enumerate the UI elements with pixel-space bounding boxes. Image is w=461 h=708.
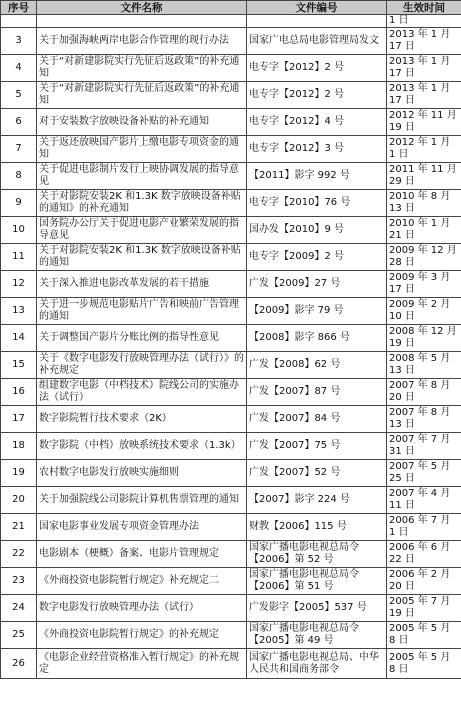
cell-date: 2006 年 2 月 20 日 [387, 568, 461, 595]
cell-no: 5 [1, 82, 37, 109]
cell-date: 2005 年 5 月 8 日 [387, 622, 461, 649]
cell-no: 26 [1, 649, 37, 679]
cell-title: 《电影企业经营资格准入暂行规定》的补充规定 [37, 649, 247, 679]
cell-docno: 国家广播电影电视总局令【2006】第 51 号 [247, 568, 387, 595]
cell-no: 23 [1, 568, 37, 595]
table-row [1, 82, 461, 109]
cell-docno: 国家广播电影电视总局令【2005】第 49 号 [247, 622, 387, 649]
cell-date: 2009 年 3 月 17 日 [387, 271, 461, 298]
table-row [1, 136, 461, 163]
cell-no: 13 [1, 298, 37, 325]
cell-no: 6 [1, 109, 37, 136]
cell-title: 《外商投资电影院暂行规定》补充规定二 [37, 568, 247, 595]
cell-docno: 电专字【2012】4 号 [247, 109, 387, 136]
table-row [1, 379, 461, 406]
cell-date: 2007 年 5 月 25 日 [387, 460, 461, 487]
cell-docno: 财教【2006】115 号 [247, 514, 387, 541]
cell-date: 1 日 [387, 15, 461, 28]
cell-no: 15 [1, 352, 37, 379]
cell-docno: 广发【2007】52 号 [247, 460, 387, 487]
cell-date: 2008 年 5 月 13 日 [387, 352, 461, 379]
cell-docno: 电专字【2012】2 号 [247, 82, 387, 109]
cell-title: 对于安装数字放映设备补贴的补充通知 [37, 109, 247, 136]
cell-title: 关于对影院安装2K 和1.3K 数字放映设备补贴的通知 [37, 244, 247, 271]
cell-docno: 国家广电总局电影管理局发文 [247, 28, 387, 55]
cell-docno: 国家广播电影电视总局、中华人民共和国商务部令 [247, 649, 387, 679]
cell-docno [247, 15, 387, 28]
cell-date: 2010 年 8 月 13 日 [387, 190, 461, 217]
table-row [1, 352, 461, 379]
table-row [1, 514, 461, 541]
cell-no: 16 [1, 379, 37, 406]
cell-docno: 【2008】影字 866 号 [247, 325, 387, 352]
cell-no: 11 [1, 244, 37, 271]
cell-title: 关于“对新建影院实行先征后返政策”的补充通知 [37, 82, 247, 109]
cell-date: 2013 年 1 月 17 日 [387, 28, 461, 55]
cell-title: 关于“对新建影院实行先征后返政策”的补充通知 [37, 55, 247, 82]
cell-title: 关于促进电影制片发行上映协调发展的指导意见 [37, 163, 247, 190]
cell-title [37, 15, 247, 28]
cell-docno: 电专字【2012】2 号 [247, 55, 387, 82]
cell-docno: 广发【2009】27 号 [247, 271, 387, 298]
cell-date: 2006 年 6 月 22 日 [387, 541, 461, 568]
cell-no: 7 [1, 136, 37, 163]
cell-docno: 国办发【2010】9 号 [247, 217, 387, 244]
cell-title: 关于加强院线公司影院计算机售票管理的通知 [37, 487, 247, 514]
cell-date: 2013 年 1 月 17 日 [387, 55, 461, 82]
table-row [1, 460, 461, 487]
cell-date: 2005 年 5 月 8 日 [387, 649, 461, 679]
cell-title: 关于进一步规范电影贴片广告和映前广告管理的通知 [37, 298, 247, 325]
cell-docno: 广发【2007】84 号 [247, 406, 387, 433]
table-row [1, 595, 461, 622]
cell-no: 20 [1, 487, 37, 514]
table-header-row [1, 1, 461, 15]
cell-date: 2007 年 8 月 20 日 [387, 379, 461, 406]
table-row [1, 190, 461, 217]
table-row [1, 487, 461, 514]
cell-no: 19 [1, 460, 37, 487]
cell-title: 关于加强海峡两岸电影合作管理的现行办法 [37, 28, 247, 55]
cell-no: 17 [1, 406, 37, 433]
cell-date: 2007 年 7 月 31 日 [387, 433, 461, 460]
cell-docno: 国家广播电影电视总局令【2006】第 52 号 [247, 541, 387, 568]
header-date: 生效时间 [387, 1, 461, 15]
cell-date: 2011 年 11 月 29 日 [387, 163, 461, 190]
table-row [1, 15, 461, 28]
cell-date: 2009 年 2 月 10 日 [387, 298, 461, 325]
table-row [1, 55, 461, 82]
cell-no: 24 [1, 595, 37, 622]
cell-no: 8 [1, 163, 37, 190]
header-title: 文件名称 [37, 1, 247, 15]
cell-docno: 广发【2007】75 号 [247, 433, 387, 460]
table-row [1, 298, 461, 325]
cell-date: 2007 年 4 月 11 日 [387, 487, 461, 514]
cell-no: 25 [1, 622, 37, 649]
cell-date: 2006 年 7 月 1 日 [387, 514, 461, 541]
cell-title: 关于调整国产影片分账比例的指导性意见 [37, 325, 247, 352]
cell-date: 2012 年 11 月 19 日 [387, 109, 461, 136]
cell-docno: 广发【2007】87 号 [247, 379, 387, 406]
cell-date: 2005 年 7 月 19 日 [387, 595, 461, 622]
cell-date: 2008 年 12 月 19 日 [387, 325, 461, 352]
table-row [1, 622, 461, 649]
cell-title: 关于对影院安装2K 和1.3K 数字放映设备补贴的通知》的补充通知 [37, 190, 247, 217]
cell-date: 2010 年 1 月 21 日 [387, 217, 461, 244]
table-row [1, 244, 461, 271]
cell-no: 14 [1, 325, 37, 352]
cell-title: 关于返还放映国产影片上缴电影专项资金的通知 [37, 136, 247, 163]
table-row [1, 109, 461, 136]
cell-docno: 【2011】影字 992 号 [247, 163, 387, 190]
table-row [1, 568, 461, 595]
table-row [1, 325, 461, 352]
header-no: 序号 [1, 1, 37, 15]
cell-no: 22 [1, 541, 37, 568]
cell-title: 国家电影事业发展专项资金管理办法 [37, 514, 247, 541]
table-row [1, 217, 461, 244]
cell-date: 2012 年 1 月 1 日 [387, 136, 461, 163]
cell-title: 电影剧本（梗概）备案、电影片管理规定 [37, 541, 247, 568]
cell-title: 数字电影发行放映管理办法（试行） [37, 595, 247, 622]
cell-date: 2009 年 12 月 28 日 [387, 244, 461, 271]
cell-no: 18 [1, 433, 37, 460]
cell-docno: 广发影字【2005】537 号 [247, 595, 387, 622]
cell-docno: 电专字【2010】76 号 [247, 190, 387, 217]
cell-no [1, 15, 37, 28]
cell-no: 21 [1, 514, 37, 541]
header-docno: 文件编号 [247, 1, 387, 15]
cell-title: 数字影院（中档）放映系统技术要求（1.3k） [37, 433, 247, 460]
cell-date: 2007 年 8 月 13 日 [387, 406, 461, 433]
cell-docno: 广发【2008】62 号 [247, 352, 387, 379]
cell-title: 农村数字电影发行放映实施细则 [37, 460, 247, 487]
cell-title: 组建数字电影（中档技术）院线公司的实施办法（试行） [37, 379, 247, 406]
table-row [1, 163, 461, 190]
table-row [1, 649, 461, 679]
cell-no: 4 [1, 55, 37, 82]
cell-docno: 【2007】影字 224 号 [247, 487, 387, 514]
cell-title: 关于《数字电影发行放映管理办法（试行）》的补充规定 [37, 352, 247, 379]
cell-title: 关于深入推进电影改革发展的若干措施 [37, 271, 247, 298]
table-row [1, 541, 461, 568]
cell-docno: 电专字【2012】3 号 [247, 136, 387, 163]
cell-no: 10 [1, 217, 37, 244]
table-row [1, 433, 461, 460]
table-row [1, 406, 461, 433]
table-row [1, 271, 461, 298]
cell-docno: 【2009】影字 79 号 [247, 298, 387, 325]
cell-title: 数字影院暂行技术要求（2K） [37, 406, 247, 433]
cell-title: 国务院办公厅关于促进电影产业繁荣发展的指导意见 [37, 217, 247, 244]
cell-no: 12 [1, 271, 37, 298]
cell-no: 3 [1, 28, 37, 55]
cell-title: 《外商投资电影院暂行规定》的补充规定 [37, 622, 247, 649]
table-row [1, 28, 461, 55]
cell-docno: 电专字【2009】2 号 [247, 244, 387, 271]
cell-no: 9 [1, 190, 37, 217]
cell-date: 2013 年 1 月 17 日 [387, 82, 461, 109]
